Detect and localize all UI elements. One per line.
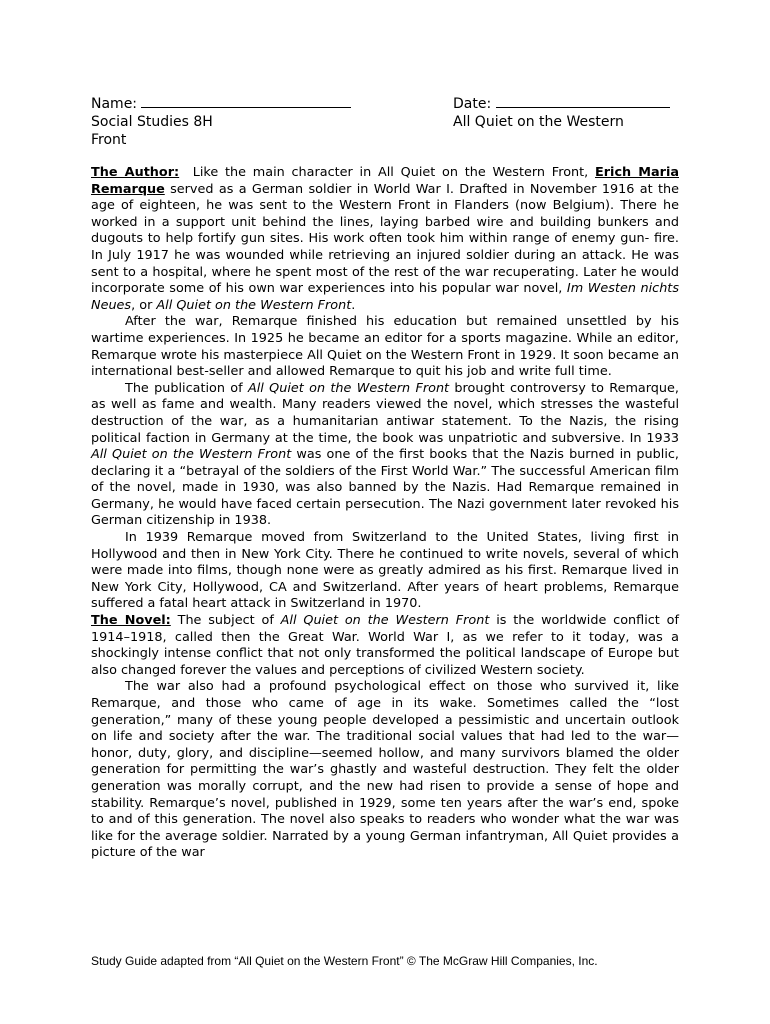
title-german: Im Westen nichts Neues	[91, 281, 679, 313]
author-paragraph-2: After the war, Remarque finished his education but remained unsettled by his wartime experiences. In 1925 he became an editor for a sports magazine. While an editor, Remarque wrote his masterpiece All Quiet on the Western Front in 1929. It soon became an international best-seller and allowed Remarque to quit his job and write full time.	[91, 314, 679, 380]
author-name: Erich Maria Remarque	[91, 165, 679, 197]
author-p3-title-2: All Quiet on the Western Front	[91, 447, 292, 463]
author-p1-text-d: .	[351, 297, 356, 313]
worksheet-header	[91, 93, 679, 149]
header-right	[453, 93, 683, 131]
name-label: Name:	[91, 96, 138, 112]
author-p1-text-c: , or	[131, 297, 153, 313]
header-left	[91, 93, 421, 149]
author-p3-text-b: brought controversy to Remarque, as well as fame and wealth. Many readers viewed the novel, which stresses the wasteful destruction of the war, as a humanitarian antiwar statement. To the Nazis, the rising political faction in Germany at the time, the book was unpatriotic and subversive. In 1933	[91, 380, 679, 446]
novel-heading: The Novel:	[91, 613, 171, 629]
title-english: All Quiet on the Western Front	[156, 297, 352, 313]
worksheet-page	[91, 93, 679, 862]
novel-paragraph-1	[91, 613, 679, 679]
body-text	[91, 165, 679, 862]
novel-p1-title: All Quiet on the Western Front	[280, 613, 490, 629]
name-line	[91, 93, 421, 113]
author-paragraph-4: In 1939 Remarque moved from Switzerland to the United States, living first in Hollywood and then in New York City. There he continued to write novels, several of which were made into films, though none were as greatly admired as his first. Remarque lived in New York City, Hollywood, CA and Switzerland. After years of heart problems, Remarque suffered a fatal heart attack in Switzerland in 1970.	[91, 530, 679, 612]
author-p1-text-a: Like the main character in All Quiet on the Western Front,	[192, 165, 589, 180]
name-blank[interactable]	[141, 93, 351, 108]
novel-p1-text-b: is the worldwide conflict of 1914–1918, called then the Great War. World War I, as we refer to it today, was a shockingly intense conflict that not only transformed the political landscape of Europe but also changed forever the values and perceptions of civilized Western society.	[91, 613, 679, 678]
novel-paragraph-2: The war also had a profound psychological effect on those who survived it, like Remarque, and those who came of age in its wake. Sometimes called the “lost generation,” many of these young people developed a pessimistic and uncertain outlook on life and society after the war. The traditional social values that had led to the war—honor, duty, glory, and discipline—seemed hollow, and many survivors blamed the older generation for permitting the war’s ghastly and wasteful destruction. They felt the older generation was morally corrupt, and the new had risen to provide a sense of hope and stability. Remarque’s novel, published in 1929, some ten years after the war’s end, spoke to and of this generation. The novel also speaks to readers who wonder what the war was like for the average soldier. Narrated by a young German infantryman, All Quiet provides a picture of the war	[91, 679, 679, 861]
author-p3-text-c: was one of the first books that the Nazis burned in public, declaring it a “betrayal of the soldiers of the First World War.” The successful American film of the novel, made in 1930, was also banned by the Nazis. Had Remarque remained in Germany, he would have faced certain persecution. The Nazi government later revoked his German citizenship in 1938.	[91, 447, 679, 529]
date-line	[453, 93, 683, 113]
date-blank[interactable]	[496, 93, 670, 108]
author-p1-text-b: served as a German soldier in World War I. Drafted in November 1916 at the age of eighteen, he was sent to the Western Front in Flanders (now Belgium). There he worked in a support unit behind the lines, laying barbed wire and building bunkers and dugouts to help fortify gun sites. His work often took him within range of enemy gun- fire. In July 1917 he was wounded while retrieving an injured soldier during an attack. He was sent to a hospital, where he spent most of the rest of the war recuperating. Later he would incorporate some of his own war experiences into his popular war novel,	[91, 181, 679, 297]
unit-label: All Quiet on the Western	[453, 114, 624, 130]
novel-p1-text-a: The subject of	[177, 613, 274, 629]
course-label-cont: Front	[91, 132, 127, 148]
author-paragraph-1	[91, 165, 679, 314]
author-heading: The Author:	[91, 165, 180, 180]
date-label: Date:	[453, 96, 492, 112]
course-label: Social Studies 8H	[91, 114, 213, 130]
page-footer: Study Guide adapted from “All Quiet on the Western Front” © The McGraw Hill Companies, Inc.	[91, 954, 598, 968]
author-p3-title-1: All Quiet on the Western Front	[247, 380, 450, 396]
author-p3-text-a: The publication of	[125, 380, 243, 396]
author-paragraph-3	[91, 381, 679, 530]
